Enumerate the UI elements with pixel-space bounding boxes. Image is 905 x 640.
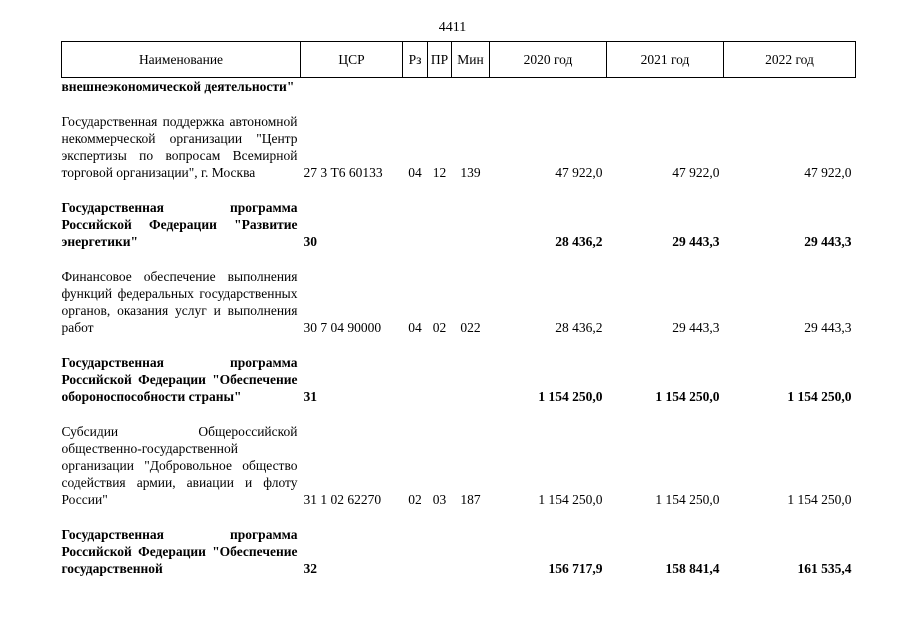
- table-row: [62, 95, 856, 181]
- cell-csr: 32: [303, 561, 317, 576]
- cell-rz: 02: [408, 492, 422, 507]
- cell-name: Государственная программа Российской Федерации "Развитие энергетики": [61, 200, 298, 249]
- cell-y2020: 28 436,2: [555, 320, 603, 335]
- table-row: [62, 250, 856, 336]
- cell-pr: 03: [432, 492, 447, 507]
- cell-y2021: 158 841,4: [665, 561, 720, 576]
- cell-rz: 04: [408, 165, 422, 180]
- cell-csr: 31 1 02 62270: [303, 492, 382, 507]
- table-row: [62, 508, 856, 577]
- header-2020: 2020 год: [490, 42, 607, 78]
- cell-pr: [428, 78, 452, 96]
- cell-name: Государственная поддержка автономной некоммерческой организации "Центр экспертизы по вопросам Всемирной торговой организации", г. Москва: [61, 114, 298, 180]
- cell-pr: [428, 336, 452, 405]
- cell-name: Финансовое обеспечение выполнения функций федеральных государственных органов, оказания услуг и выполнения работ: [61, 269, 298, 335]
- cell-y2021: [607, 78, 724, 96]
- cell-csr: 31: [303, 389, 317, 404]
- cell-y2021: 47 922,0: [672, 165, 720, 180]
- budget-table: [61, 41, 856, 577]
- table-header-row: [62, 42, 856, 78]
- cell-y2020: 1 154 250,0: [538, 389, 603, 404]
- cell-csr: [301, 78, 403, 96]
- cell-name: Государственная программа Российской Федерации "Обеспечение обороноспособности страны": [61, 355, 298, 404]
- table-body: [62, 78, 856, 578]
- table-row: [62, 78, 856, 96]
- cell-min: [452, 508, 490, 577]
- cell-name: внешнеэкономической деятельности": [61, 79, 295, 94]
- cell-min: [452, 181, 490, 250]
- cell-name: Субсидии Общероссийской общественно-государственной организации "Добровольное общество содействия армии, авиации и флоту России": [61, 424, 298, 507]
- cell-y2022: 161 535,4: [797, 561, 852, 576]
- cell-y2021: 29 443,3: [672, 320, 720, 335]
- header-pr: ПР: [428, 42, 452, 78]
- cell-y2021: 1 154 250,0: [655, 492, 720, 507]
- cell-y2020: 1 154 250,0: [538, 492, 603, 507]
- table-row: [62, 405, 856, 508]
- cell-csr: 30: [303, 234, 317, 249]
- cell-min: 187: [460, 492, 481, 507]
- cell-pr: 12: [432, 165, 447, 180]
- cell-name: Государственная программа Российской Федерации "Обеспечение государственной: [61, 527, 298, 576]
- header-2021: 2021 год: [607, 42, 724, 78]
- cell-y2022: 29 443,3: [804, 320, 852, 335]
- cell-csr: 30 7 04 90000: [303, 320, 382, 335]
- cell-pr: 02: [432, 320, 447, 335]
- header-2022: 2022 год: [724, 42, 856, 78]
- header-min: Мин: [452, 42, 490, 78]
- header-csr: ЦСР: [301, 42, 403, 78]
- cell-min: 022: [460, 320, 481, 335]
- cell-y2022: 1 154 250,0: [787, 492, 852, 507]
- cell-min: 139: [460, 165, 481, 180]
- cell-y2022: [724, 78, 856, 96]
- cell-rz: [403, 508, 428, 577]
- cell-y2022: 1 154 250,0: [787, 389, 852, 404]
- cell-y2020: 47 922,0: [555, 165, 603, 180]
- cell-y2021: 1 154 250,0: [655, 389, 720, 404]
- cell-pr: [428, 508, 452, 577]
- header-rz: Рз: [403, 42, 428, 78]
- table-row: [62, 181, 856, 250]
- cell-y2020: 156 717,9: [548, 561, 603, 576]
- table-row: [62, 336, 856, 405]
- cell-y2022: 47 922,0: [804, 165, 852, 180]
- cell-y2020: [490, 78, 607, 96]
- cell-y2022: 29 443,3: [804, 234, 852, 249]
- cell-min: [452, 78, 490, 96]
- cell-y2021: 29 443,3: [672, 234, 720, 249]
- cell-rz: [403, 336, 428, 405]
- cell-csr: 27 3 Т6 60133: [303, 165, 383, 180]
- page-number: 4411: [438, 20, 467, 35]
- header-name: Наименование: [62, 42, 301, 78]
- cell-y2020: 28 436,2: [555, 234, 603, 249]
- cell-rz: [403, 181, 428, 250]
- cell-rz: 04: [408, 320, 422, 335]
- cell-pr: [428, 181, 452, 250]
- cell-rz: [403, 78, 428, 96]
- cell-min: [452, 336, 490, 405]
